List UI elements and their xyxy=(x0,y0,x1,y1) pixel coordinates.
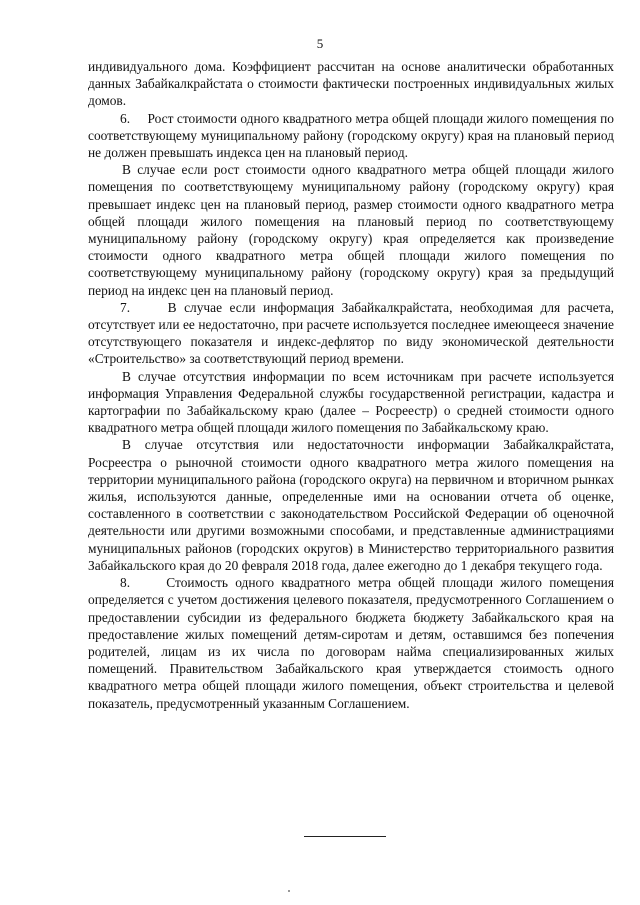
paragraph-insufficient-information: В случае отсутствия или недостаточности информации Забайкалкрайстата, Росреестра о рыночной стоимости одного квадратного метра жилого помещения на территории муниципального района (городского округа) на первичном и вторичном рынках жилья, используются данные, определенные ими на основании отчета об оценке, составленного в соответствии с законодательством Российской Федерации об оценочной деятельности или другими возможными способами, и представленные администрациями муниципальных районов (городских округов) в Министерство территориального развития Забайкальского края до 20 февраля 2018 года, далее ежегодно до 1 декабря текущего года. xyxy=(88,437,614,573)
paragraph-item-8: 8. Стоимость одного квадратного метра общей площади жилого помещения определяется с учетом достижения целевого показателя, предусмотренного Соглашением о предоставлении субсидии из федерального бюджета бюджету Забайкальского края на предоставление жилых помещений детям-сиротам и детям, оставшимся без попечения родителей, лицам из их числа по договорам найма специализированных жилых помещений. Правительством Забайкальского края утверждается стоимость одного квадратного метра общей площади жилого помещения, объект строительства и целевой показатель, предусмотренный указанным Соглашением. xyxy=(88,575,614,711)
paragraph-rosreestr-source: В случае отсутствия информации по всем источникам при расчете используется информация Управления Федеральной службы государственной регистрации, кадастра и картографии по Забайкальскому краю (далее – Росреестр) о средней стоимости одного квадратного метра общей площади жилого помещения по Забайкальскому краю. xyxy=(88,368,614,436)
paragraph-continuation: индивидуального дома. Коэффициент рассчитан на основе аналитически обработанных данных Забайкалкрайстата о стоимости фактически построенных индивидуальных жилых домов. xyxy=(88,59,614,109)
paragraph-price-index-exceeded: В случае если рост стоимости одного квадратного метра общей площади жилого помещения по соответствующему муниципальному району (городскому округу) края превышает индекс цен на плановый период, размер стоимости одного квадратного метра общей площади жилого помещения на плановый период по соответствующему муниципальному району (городскому округу) края определяется как произведение стоимости одного квадратного метра общей площади жилого помещения по соответствующему муниципальному району (городскому округу) края за предыдущий период на индекс цен на плановый период. xyxy=(88,162,614,298)
scan-speck xyxy=(288,890,290,892)
end-of-text-rule xyxy=(304,836,386,837)
document-body xyxy=(88,58,614,712)
page-number: 5 xyxy=(316,36,324,51)
paragraph-item-7: 7. В случае если информация Забайкалкрайстата, необходимая для расчета, отсутствует или ее недостаточно, при расчете используется последнее имеющееся значение отсутствующего показателя и индекс-дефлятор по виду экономической деятельности «Строительство» за соответствующий период времени. xyxy=(88,299,614,367)
paragraph-item-6: 6. Рост стоимости одного квадратного метра общей площади жилого помещения по соответствующему муниципальному району (городскому округу) края на плановый период не должен превышать индекса цен на плановый период. xyxy=(88,110,614,161)
